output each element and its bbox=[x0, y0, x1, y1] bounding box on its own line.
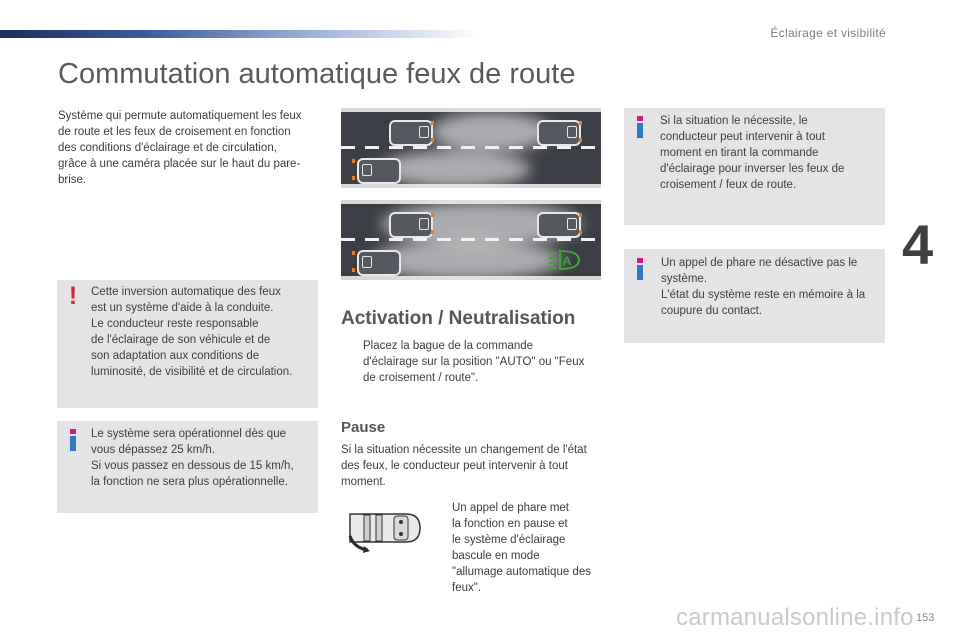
pause-line: bascule en mode bbox=[452, 550, 540, 562]
svg-text:A: A bbox=[562, 254, 572, 268]
car-icon bbox=[389, 120, 433, 146]
info-line: la fonction ne sera plus opérationnelle. bbox=[91, 476, 288, 488]
info-note-override bbox=[624, 108, 885, 225]
car-icon bbox=[537, 120, 581, 146]
info-note-speed-text bbox=[91, 426, 294, 490]
car-icon bbox=[537, 212, 581, 238]
pause-line: la fonction en pause et bbox=[452, 518, 568, 530]
activation-line: d'éclairage sur la position "AUTO" ou "Feux bbox=[363, 356, 585, 368]
pause-line: le système d'éclairage bbox=[452, 534, 566, 546]
warning-note bbox=[57, 280, 318, 408]
info-line: Si la situation le nécessite, le bbox=[660, 115, 808, 127]
info-note-override-text bbox=[660, 113, 844, 193]
auto-high-beam-icon bbox=[548, 249, 580, 271]
pause-line: Un appel de phare met bbox=[452, 502, 569, 514]
info-line: Le système sera opérationnel dès que bbox=[91, 428, 286, 440]
activation-title: Activation / Neutralisation bbox=[341, 308, 576, 329]
info-icon bbox=[636, 258, 644, 280]
warning-line: Le conducteur reste responsable bbox=[91, 318, 259, 330]
activation-line: Placez la bague de la commande bbox=[363, 340, 534, 352]
warning-line: est un système d'aide à la conduite. bbox=[91, 302, 274, 314]
road-illustration-low-beam bbox=[341, 108, 601, 188]
activation-line: de croisement / route". bbox=[363, 372, 479, 384]
warning-line: son adaptation aux conditions de bbox=[91, 350, 260, 362]
activation-instruction bbox=[341, 338, 603, 388]
warning-line: de l'éclairage de son véhicule et de bbox=[91, 334, 271, 346]
section-title: Éclairage et visibilité bbox=[770, 26, 886, 40]
exclamation-icon: ! bbox=[68, 282, 78, 310]
info-note-memory-text bbox=[661, 255, 865, 319]
header-color-bar bbox=[0, 30, 480, 38]
info-line: d'éclairage pour inverser les feux de bbox=[660, 163, 845, 175]
pause-line: feux". bbox=[452, 582, 482, 594]
info-note-speed bbox=[57, 421, 318, 513]
info-line: vous dépassez 25 km/h. bbox=[91, 444, 216, 456]
car-icon bbox=[389, 212, 433, 238]
pause-title: Pause bbox=[341, 419, 386, 436]
chapter-number: 4 bbox=[902, 213, 934, 276]
pause-line: "allumage automatique des bbox=[452, 566, 591, 578]
warning-line: luminosité, de visibilité et de circulation. bbox=[91, 366, 293, 378]
car-icon bbox=[357, 250, 401, 276]
watermark: carmanualsonline.info bbox=[676, 604, 914, 631]
info-line: L'état du système reste en mémoire à la bbox=[661, 289, 866, 301]
info-icon bbox=[69, 429, 77, 451]
info-line: moment en tirant la commande bbox=[660, 147, 819, 159]
page-number: 153 bbox=[916, 612, 935, 624]
info-line: Si vous passez en dessous de 15 km/h, bbox=[91, 460, 294, 472]
pause-instruction bbox=[430, 500, 606, 598]
intro-paragraph: Système qui permute automatiquement les feux de route et les feux de croisement en fonction des conditions d'éclairage et de circulation, grâce à une caméra placée sur le haut du pare-brise. bbox=[58, 110, 302, 186]
warning-line: Cette inversion automatique des feux bbox=[91, 286, 281, 298]
car-icon bbox=[357, 158, 401, 184]
lighting-stalk-illustration bbox=[346, 506, 424, 554]
warning-note-text bbox=[91, 284, 292, 380]
info-line: conducteur peut intervenir à tout bbox=[660, 131, 825, 143]
page-title: Commutation automatique feux de route bbox=[58, 58, 576, 90]
info-line: croisement / feux de route. bbox=[660, 179, 797, 191]
info-note-memory bbox=[624, 249, 885, 343]
info-icon bbox=[636, 116, 644, 138]
info-line: Un appel de phare ne désactive pas le bbox=[661, 257, 858, 269]
info-line: coupure du contact. bbox=[661, 305, 763, 317]
info-line: système. bbox=[661, 273, 708, 285]
pause-paragraph: Si la situation nécessite un changement de l'état des feux, le conducteur peut intervenir à tout moment. bbox=[341, 444, 587, 488]
